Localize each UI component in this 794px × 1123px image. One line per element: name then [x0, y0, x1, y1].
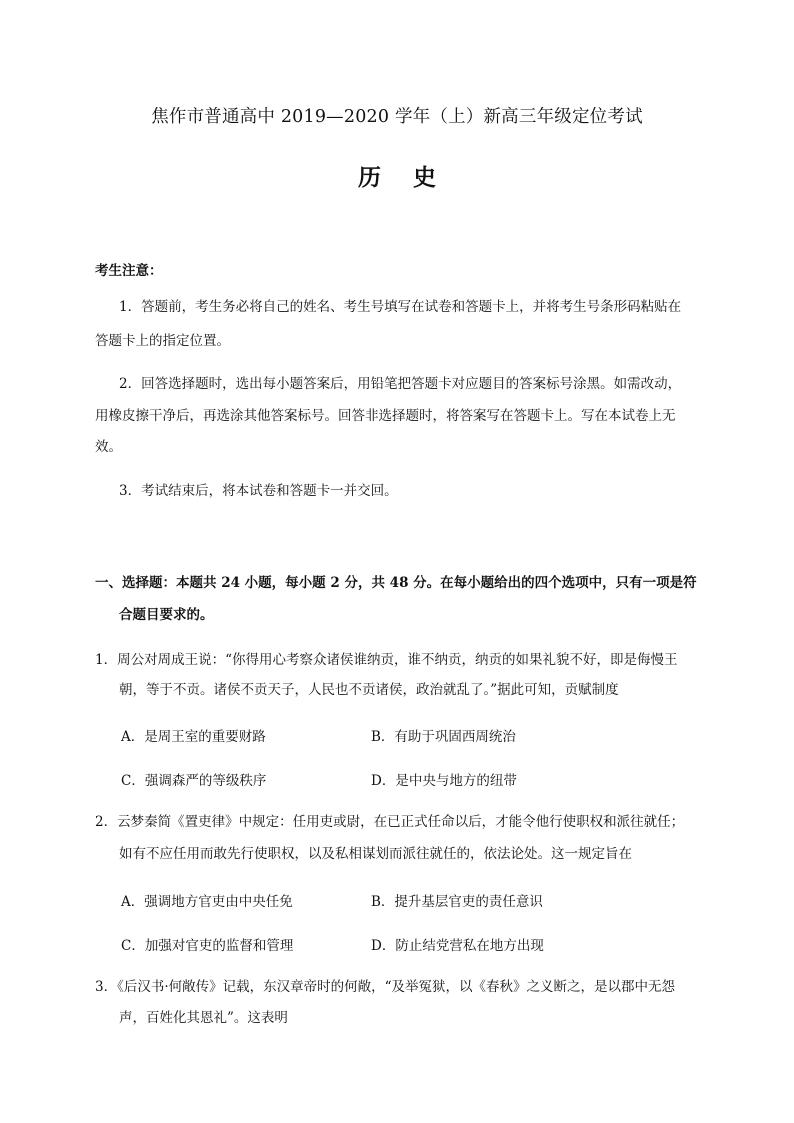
question-2-option-a: A．强调地方官吏由中央任免	[121, 894, 293, 910]
question-2-option-d: D．防止结党营私在地方出现	[371, 938, 544, 954]
exam-title: 焦作市普通高中 2019—2020 学年（上）新高三年级定位考试	[151, 107, 643, 127]
question-1-option-c: C．强调森严的等级秩序	[121, 773, 267, 789]
question-1-option-a: A．是周王室的重要财路	[121, 729, 266, 745]
notice-item-2-line-1: 2．回答选择题时，选出每小题答案后，用铅笔把答题卡对应题目的答案标号涂黑。如需改动，	[119, 376, 682, 392]
question-3-line-2: 声，百姓化其恩礼”。这表明	[119, 1010, 288, 1026]
section-1-heading-line-2: 合题目要求的。	[119, 607, 214, 623]
notice-item-3-line-1: 3．考试结束后，将本试卷和答题卡一并交回。	[119, 483, 398, 499]
question-1-option-b: B．有助于巩固西周统治	[371, 729, 516, 745]
notice-item-1-line-2: 答题卡上的指定位置。	[95, 333, 230, 349]
notice-item-1-line-1: 1．答题前，考生务必将自己的姓名、考生号填写在试卷和答题卡上，并将考生号条形码粘贴在	[119, 299, 682, 315]
section-1-heading-line-1: 一、选择题：本题共 24 小题，每小题 2 分，共 48 分。在每小题给出的四个选项中，只有一项是符	[95, 575, 697, 591]
question-1-option-d: D．是中央与地方的纽带	[371, 773, 517, 789]
notice-heading: 考生注意：	[95, 263, 163, 279]
question-2-option-c: C．加强对官吏的监督和管理	[121, 938, 294, 954]
notice-item-2-line-2: 用橡皮擦干净后，再选涂其他答案标号。回答非选择题时，将答案写在答题卡上。写在本试卷上无	[95, 408, 676, 424]
question-1-line-1: 1．周公对周成王说：“你得用心考察众诸侯谁纳贡，谁不纳贡，纳贡的如果礼貌不好，即是侮慢王	[95, 652, 678, 668]
question-1-line-2: 朝，等于不贡。诸侯不贡天子，人民也不贡诸侯，政治就乱了。”据此可知，贡赋制度	[119, 682, 619, 698]
question-2-line-2: 如有不应任用而敢先行使职权，以及私相谋划而派往就任的，依法论处。这一规定旨在	[119, 846, 632, 862]
subject-heading: 历 史	[357, 164, 437, 191]
question-2-line-1: 2．云梦秦简《置吏律》中规定：任用吏或尉，在已正式任命以后，才能令他行使职权和派往就任；	[95, 814, 685, 830]
notice-item-2-line-3: 效。	[95, 439, 122, 455]
question-2-option-b: B．提升基层官吏的责任意识	[371, 894, 543, 910]
question-3-line-1: 3．《后汉书·何敞传》记载，东汉章帝时的何敞，“及举冤狱，以《春秋》之义断之，是以郡中无怨	[95, 979, 676, 995]
